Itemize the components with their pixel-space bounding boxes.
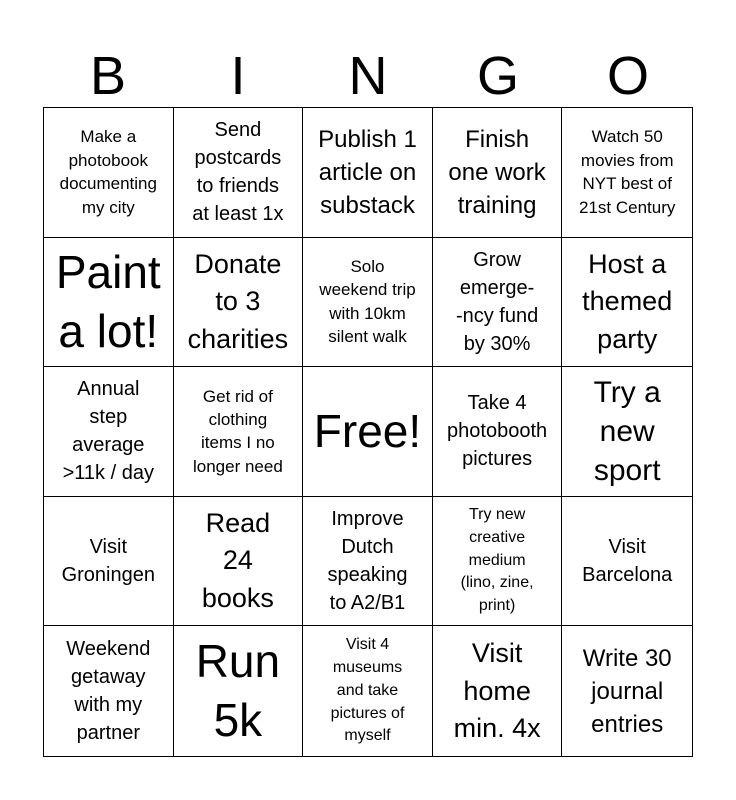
header-letter-n: N [348,46,388,106]
cell-text: Try a new sport [593,375,661,487]
cell-text: Host a themed party [582,249,673,354]
cell-text: Visit 4 museums and take pictures of myself [330,636,405,745]
bingo-cell[interactable] [562,367,692,497]
free-space[interactable] [303,367,433,497]
cell-text: Write 30 journal entries [582,644,672,738]
cell-text: Visit Groningen [61,536,155,587]
bingo-cell[interactable] [562,497,692,627]
bingo-cell[interactable] [174,108,304,238]
header-letter-g: G [476,46,519,106]
bingo-cell[interactable] [562,108,692,238]
bingo-board [43,107,693,757]
cell-text: Run 5k [195,635,281,747]
cell-text: Visit home min. 4x [453,638,541,743]
bingo-header [43,44,693,108]
cell-text: Grow emerge- -ncy fund by 30% [455,248,539,355]
cell-text: Watch 50 movies from NYT best of 21st Century [579,127,676,217]
cell-text: Try new creative medium (lino, zine, print) [460,506,534,615]
bingo-cell[interactable] [433,108,563,238]
bingo-cell[interactable] [44,367,174,497]
bingo-cell[interactable] [174,238,304,368]
cell-text: Donate to 3 charities [187,249,289,354]
bingo-cell[interactable] [303,497,433,627]
cell-text: Make a photobook documenting my city [59,127,157,217]
cell-text: Free! [313,405,422,458]
bingo-cell[interactable] [562,238,692,368]
cell-text: Finish one work training [448,125,546,219]
cell-text: Solo weekend trip with 10km silent walk [319,256,416,347]
bingo-cell[interactable] [303,108,433,238]
cell-text: Annual step average >11k / day [62,378,154,485]
cell-text: Publish 1 article on substack [318,125,417,219]
bingo-cell[interactable] [174,626,304,756]
bingo-cell[interactable] [433,497,563,627]
bingo-cell[interactable] [44,497,174,627]
bingo-cell[interactable] [433,626,563,756]
cell-text: Paint a lot! [55,246,161,357]
header-letter-b: B [89,46,127,106]
bingo-cell[interactable] [433,367,563,497]
header-letter-i: I [230,46,246,106]
bingo-cell[interactable] [562,626,692,756]
bingo-cell[interactable] [303,626,433,756]
bingo-cell[interactable] [174,497,304,627]
header-letter-o: O [606,46,649,106]
cell-text: Visit Barcelona [582,536,673,587]
bingo-cell[interactable] [433,238,563,368]
bingo-cell[interactable] [174,367,304,497]
bingo-cell[interactable] [44,238,174,368]
cell-text: Send postcards to friends at least 1x [192,119,284,226]
bingo-cell[interactable] [44,626,174,756]
bingo-cell[interactable] [44,108,174,238]
cell-text: Read 24 books [201,508,274,613]
bingo-cell[interactable] [303,238,433,368]
cell-text: Get rid of clothing items I no longer need [192,386,283,476]
cell-text: Improve Dutch speaking to A2/B1 [327,508,408,615]
cell-text: Weekend getaway with my partner [66,638,151,745]
cell-text: Take 4 photobooth pictures [447,392,548,471]
